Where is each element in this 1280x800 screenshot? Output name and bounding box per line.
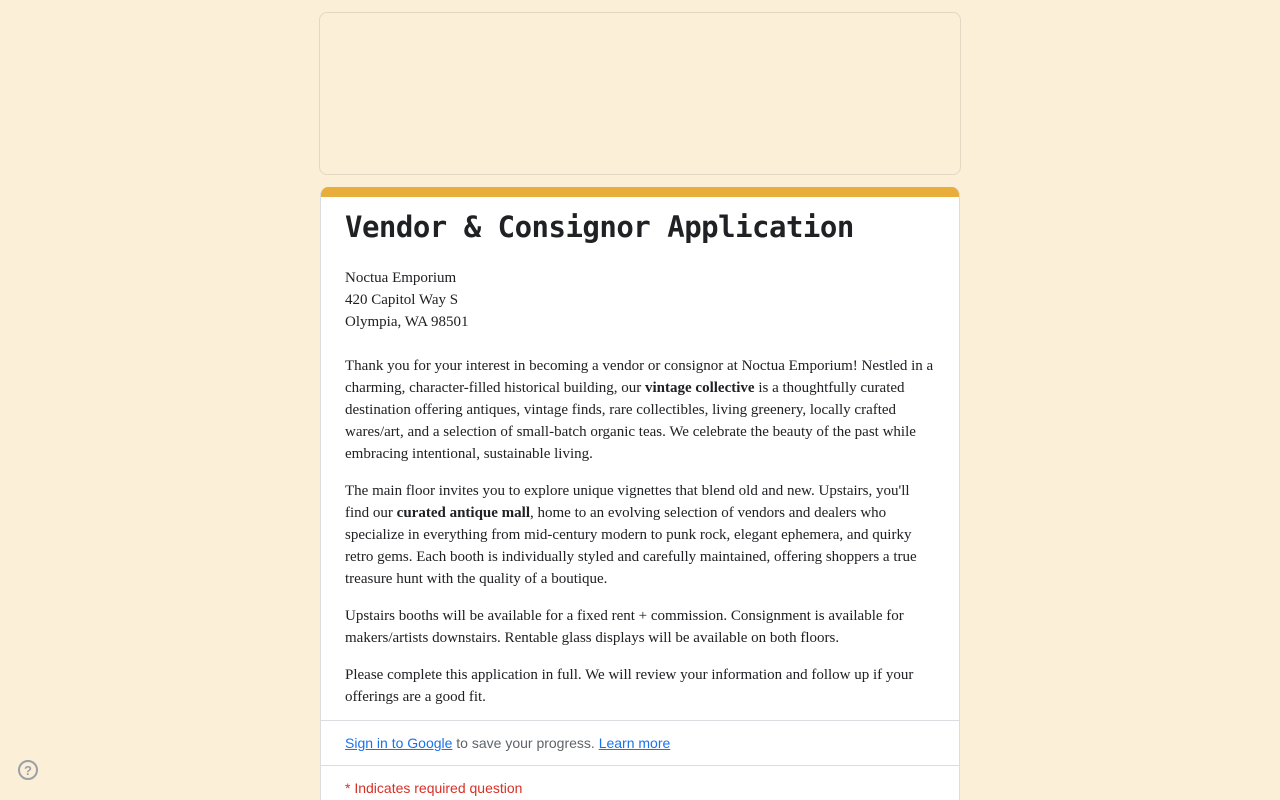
learn-more-link[interactable]: Learn more [598, 735, 671, 751]
signin-row [321, 720, 959, 765]
booths-paragraph: Upstairs booths will be available for a fixed rent + commission. Consignment is available for makers/artists downstairs. Rentable glass displays will be available on both floors. [345, 608, 904, 646]
intro-bold: vintage collective [645, 380, 755, 396]
address-line-name: Noctua Emporium [345, 270, 457, 286]
main-floor-text-a: The main floor invites you to explore unique vignettes that blend old and new. Upstairs, you'll find our [345, 483, 910, 521]
form-description-section [321, 197, 959, 720]
help-circle-icon[interactable]: ? [18, 760, 38, 780]
address-line-city: Olympia, WA 98501 [345, 314, 469, 330]
form-title: Vendor & Consignor Application [345, 210, 854, 244]
form-description [345, 267, 935, 708]
main-floor-bold: curated antique mall [396, 505, 531, 521]
main-floor-paragraph [345, 480, 935, 590]
form-header-card [320, 187, 960, 800]
instructions-paragraph: Please complete this application in full. We will review your information and follow up if your offerings are a good fit. [345, 667, 914, 705]
intro-paragraph [345, 355, 935, 465]
signin-text: to save your progress. [452, 735, 599, 751]
required-note: * Indicates required question [321, 765, 959, 800]
intro-text-a: Thank you for your interest in becoming a vendor or consignor at Noctua Emporium! Nestled in a charming, character-filled historical building, our [345, 358, 934, 396]
address-block [345, 267, 935, 333]
main-floor-text-b: , home to an evolving selection of vendors and dealers who specialize in everything from mid-century modern to punk rock, elegant ephemera, and quirky retro gems. Each booth is individually styled and carefully maintained, offering shoppers a true treasure hunt with the quality of a boutique. [345, 505, 917, 587]
sign-in-link[interactable]: Sign in to Google [345, 735, 453, 751]
card-accent-bar [321, 187, 959, 197]
address-line-street: 420 Capitol Way S [345, 292, 459, 308]
header-banner-image [319, 12, 961, 175]
intro-text-b: is a thoughtfully curated destination offering antiques, vintage finds, rare collectibles, living greenery, locally crafted wares/art, and a selection of small-batch organic teas. We celebrate the beauty of the past while embracing intentional, sustainable living. [345, 380, 916, 462]
